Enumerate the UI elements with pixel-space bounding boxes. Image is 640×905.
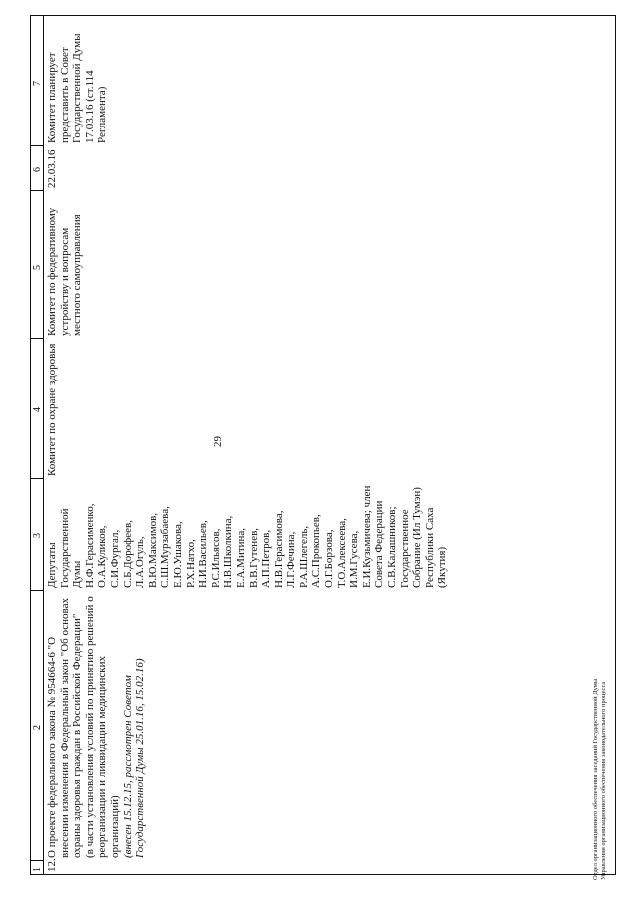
- status-cell: Комитет планирует представить в Совет Государственной Думы 17.03.16 (ст.114 Регламента): [46, 33, 109, 143]
- date-cell: 22.03.16: [46, 149, 58, 188]
- footer-line-1: Отдел организационного обеспечения заседаний Государственной Думы: [592, 678, 599, 880]
- authors-cell: Депутаты Государственной Думы Н.Ф.Герасименко, О.А.Куликов, С.И.Фургал, С.Б.Дорофеев, Л.А.Огуль, В.Ю.Максимов, С.Ш.Мурзабаева, Е.Ю.Ушакова, Р.Х.Натхо, Н.И.Васильев, Р.С.Ильясов, Н.В.Школкина, Е.А.Митина, В.В.Гутенев, А.П.Петров, Н.В.Герасимова, Л.Г.Фечина, Р.А.Шлегель, А.С.Прокопьев, О.Г.Борзова, Т.О.Алексеева, И.М.Гусева, Е.И.Кузьмичева; член Совета Федерации С.В.Калашников; Государственное Собрание (Ил Тумэн) Республики Саха (Якутия): [46, 485, 449, 588]
- bill-title-note: (в части установления условий по принятию решений о реорганизации и ликвидации медицинских организаций): [83, 596, 121, 858]
- footer-line-2: Управления организационного обеспечения законодательного процесса: [600, 681, 607, 880]
- committee-cell: Комитет по охране здоровья: [46, 343, 58, 476]
- header-col-7: 7: [32, 81, 43, 86]
- header-col-2: 2: [32, 725, 43, 730]
- header-col-6: 6: [32, 167, 43, 172]
- bill-history: (внесен 15.12.15, рассмотрен Советом Государственной Думы 25.01.16, 15.02.16): [121, 658, 147, 858]
- header-col-3: 3: [32, 533, 43, 538]
- header-col-1: 1: [32, 867, 43, 872]
- co-committee-cell: Комитет по федеративному устройству и вопросам местного самоуправления: [46, 207, 84, 336]
- bill-title: О проекте федерального закона № 954664-6 "О внесении изменения в Федеральный закон "Об основах охраны здоровья граждан в Российской Федерации": [46, 598, 84, 858]
- header-col-5: 5: [32, 265, 43, 270]
- page-number: 29: [212, 436, 224, 447]
- bill-title-cell: [46, 592, 147, 858]
- header-col-4: 4: [32, 407, 43, 412]
- row-number: 12.: [46, 858, 58, 872]
